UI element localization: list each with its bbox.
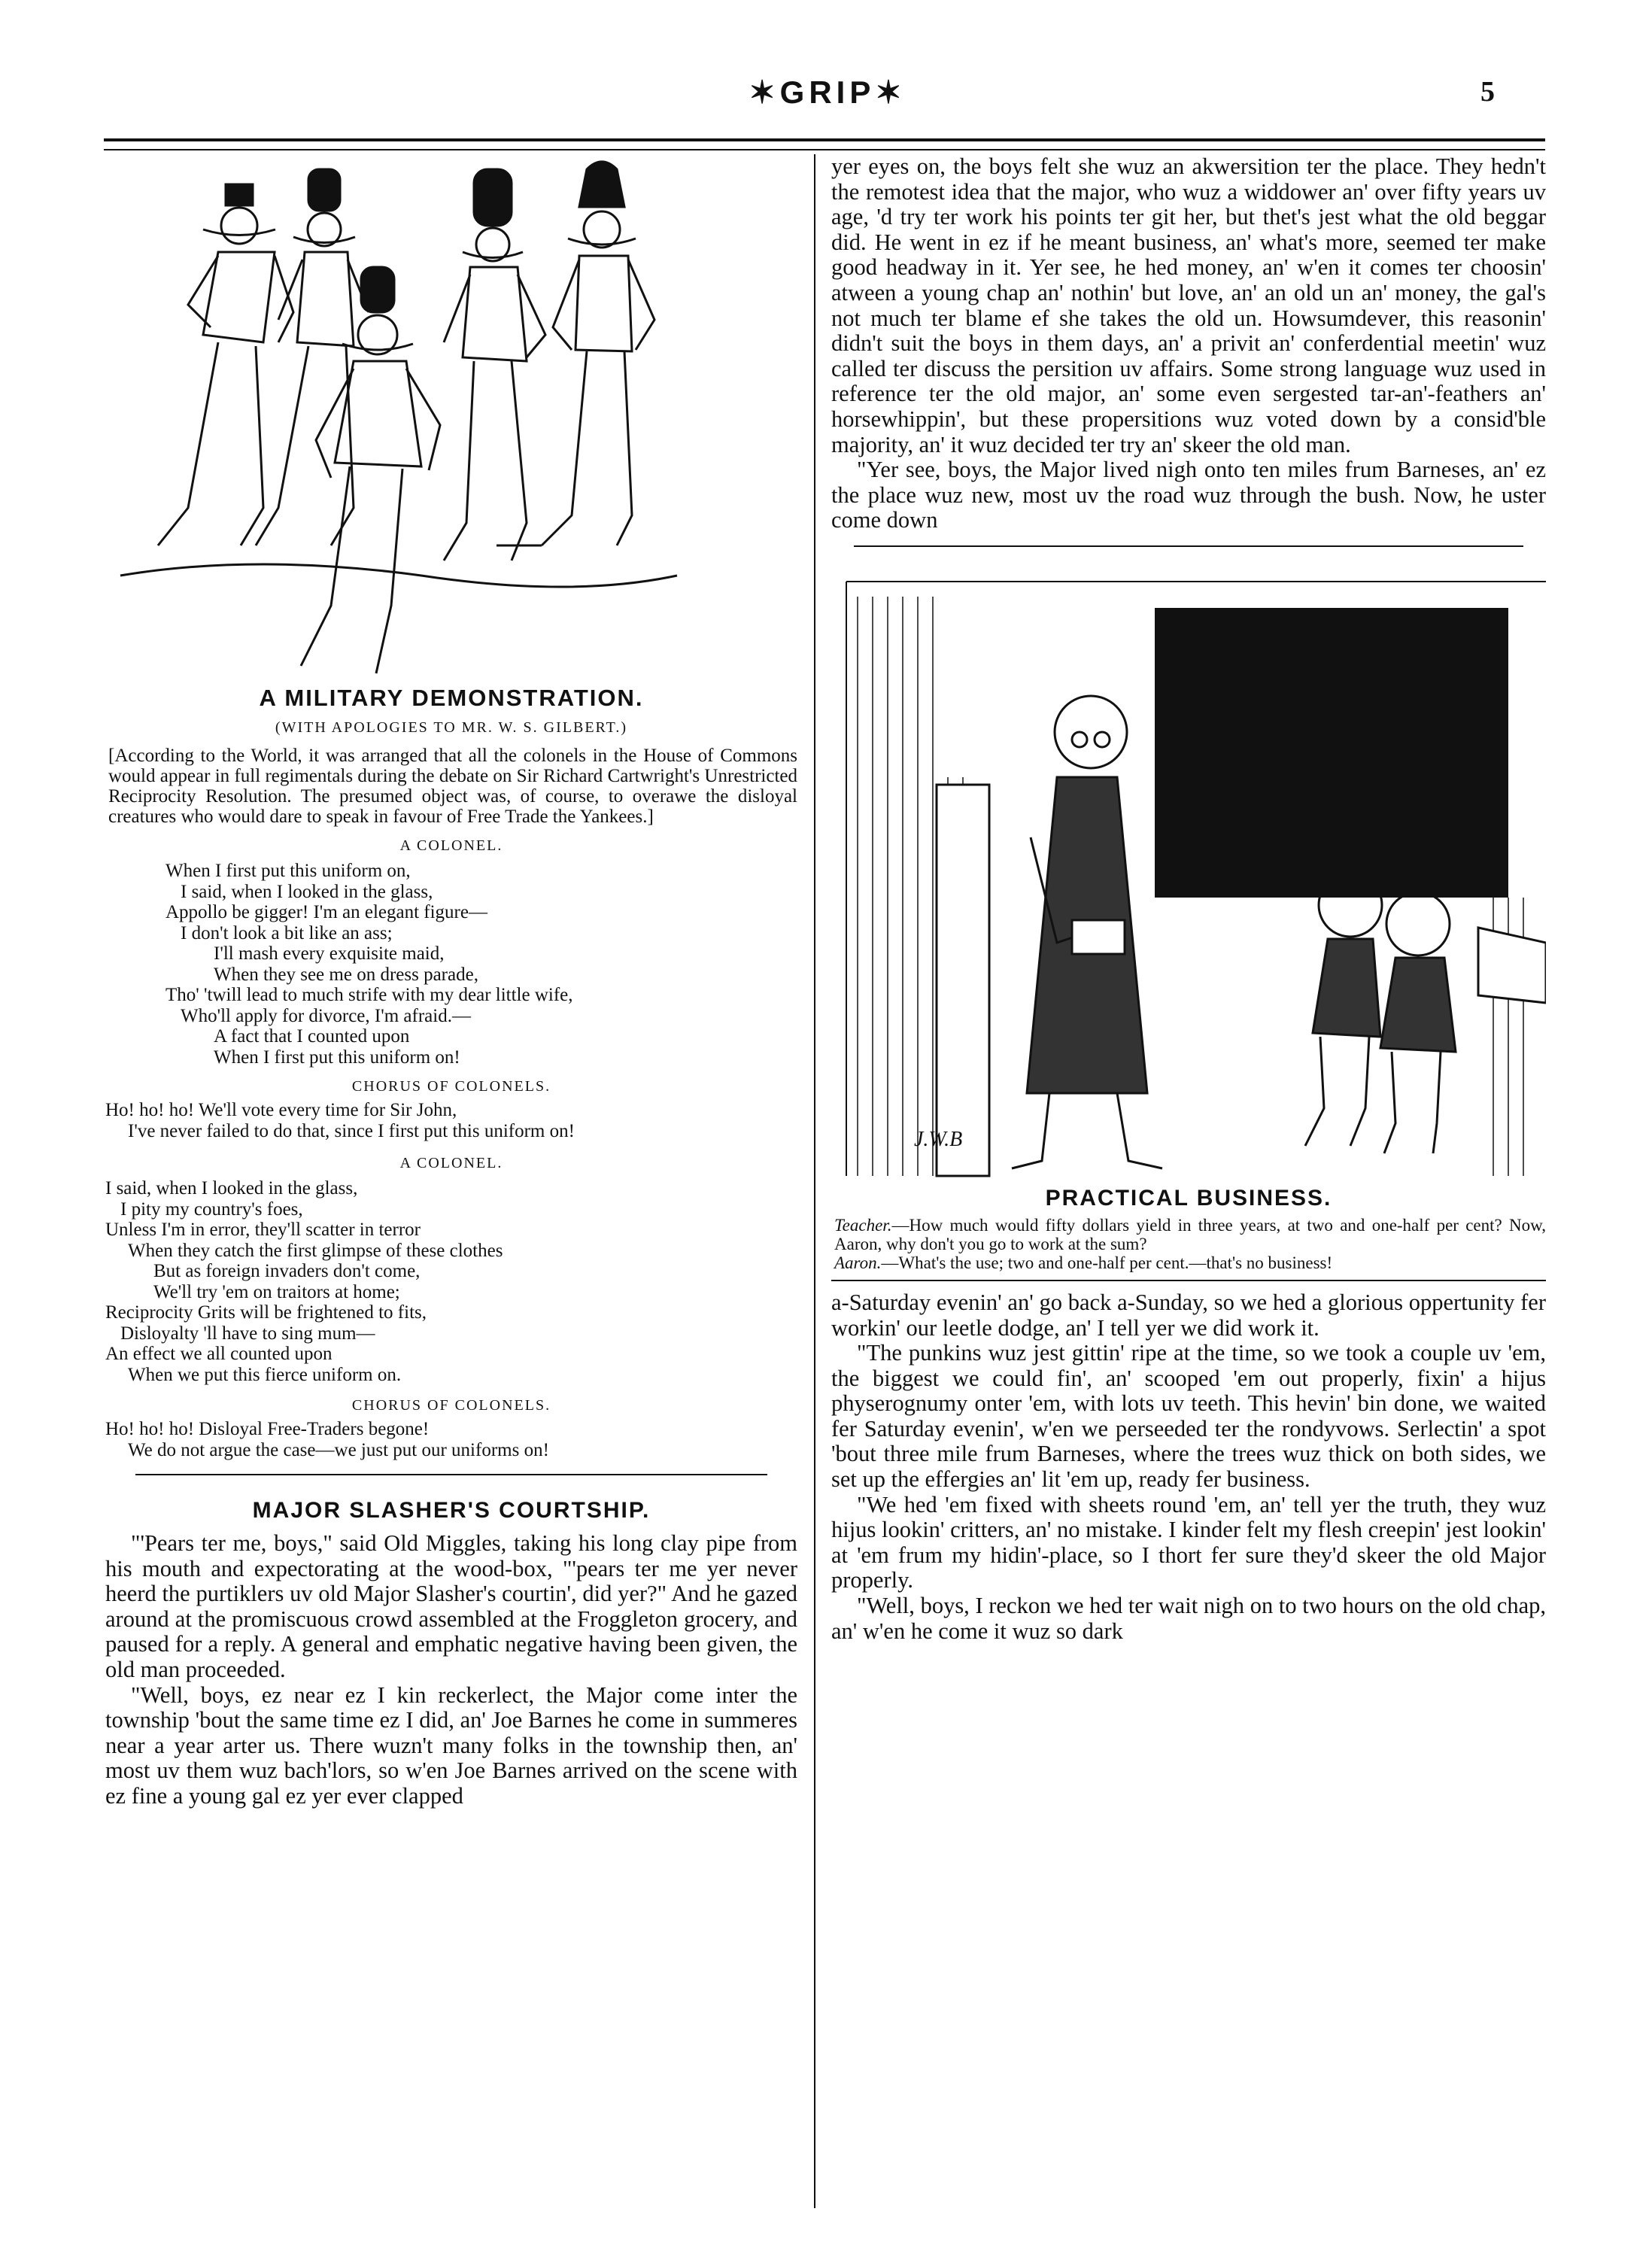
verse-line: We'll try 'em on traitors at home;: [153, 1281, 400, 1302]
masthead: ✶GRIP✶: [749, 74, 906, 110]
verse-line: A fact that I counted upon: [214, 1026, 410, 1047]
caption-text: —What's the use; two and one-half per cent.—that's no business!: [881, 1253, 1333, 1272]
story-paragraph: yer eyes on, the boys felt she wuz an akwersition ter the place. They hedn't the remotest idea that the major, who wuz a widdower an' over fifty years uv age, 'd try ter work his points ter git her, but thet's jest what the old beggar did. He went in ez if he meant business, an' what's more, seemed ter make good headway in it. Yer see, he hed money, an' w'en it comes ter choosin' atween a young chap an' nothin' but love, an' an old un an' money, the gal's not much ter blame ef she takes the old un. Howsumdever, this reasonin' didn't suit the boys in them days, an' a privit an' conferdential meetin' wuz called ter discuss the persition uv affairs. Some strong language wuz used in reference ter the old major, an' some even sergested tar-an'-feathers an' horsewhippin', but these propersitions wuz voted down by a consid'ble majority, an' it wuz decided ter try an' skeer the old man.: [831, 153, 1546, 457]
verse2: [105, 1178, 797, 1385]
right-column: [831, 154, 1546, 1644]
military-cartoon-title: A MILITARY DEMONSTRATION.: [259, 685, 644, 711]
column-divider: [814, 154, 815, 2208]
practical-business-title: PRACTICAL BUSINESS.: [1045, 1185, 1332, 1211]
verse-line: We do not argue the case—we just put our uniforms on!: [128, 1439, 549, 1460]
left-column: [105, 154, 797, 1809]
verse-line: I don't look a bit like an ass;: [181, 922, 393, 943]
military-cartoon: [105, 154, 797, 685]
blackboard: [1155, 608, 1508, 898]
story-paragraph: "We hed 'em fixed with sheets round 'em, an' tell yer the truth, they wuz hijus lookin' critters, an' no mistake. I kinder felt my flesh creepin' jest lookin' at 'em frum my hidin'-place, so I thort fer sure they'd skeer the old Major properly.: [831, 1491, 1546, 1593]
verse-line: Ho! ho! ho! We'll vote every time for Sir John,: [105, 1100, 457, 1120]
masthead-title: GRIP: [779, 74, 876, 110]
verse-line: I said, when I looked in the glass,: [105, 1178, 358, 1198]
verse-line: I said, when I looked in the glass,: [181, 881, 433, 902]
verse-line: Reciprocity Grits will be frightened to fits,: [105, 1302, 427, 1323]
section-rule: [135, 1474, 767, 1475]
verse-line: An effect we all counted upon: [105, 1344, 333, 1364]
verse-line: When they catch the first glimpse of these clothes: [128, 1240, 503, 1261]
story-paragraph: "Well, boys, I reckon we hed ter wait nigh on to two hours on the old chap, an' w'en he come it wuz so dark: [831, 1593, 1546, 1644]
chorus2-heading: CHORUS OF COLONELS.: [351, 1397, 551, 1414]
story-paragraph: a-Saturday evenin' an' go back a-Sunday, so we hed a glorious oppertunity fer workin' our leetle dodge, an' I tell yer we did work it.: [831, 1289, 1546, 1341]
classroom-illustration: [831, 551, 1546, 1180]
verse-line: Tho' 'twill lead to much strife with my dear little wife,: [166, 985, 573, 1005]
caption-teacher: [831, 1216, 1546, 1253]
verse-line: I'll mash every exquisite maid,: [214, 943, 445, 964]
story-paragraph: "The punkins wuz jest gittin' ripe at the time, so we took a couple uv 'em, the biggest we could fin', an' scooped 'em out properly, fixin' a hijus physerognumy onter 'em, with lots uv teeth. This hevin' bin done, we waited fer Saturday evenin', w'en we perseeded ter the rondyvows. Serlectin' a spot 'bout three mile frum Barneses, where the trees wuz thick on both sides, we set up the effergies an' lit 'em up, ready fer business.: [831, 1340, 1546, 1493]
verse-line: But as foreign invaders don't come,: [153, 1261, 421, 1281]
verse-line: Disloyalty 'll have to sing mum—: [120, 1323, 375, 1344]
caption-aaron: [831, 1253, 1546, 1272]
caption-text: —How much would fifty dollars yield in three years, at two and one-half per cent? Now, Aaron, why don't you go to work at the sum?: [834, 1215, 1546, 1253]
verse1: [166, 861, 797, 1068]
header-rule: [104, 138, 1545, 141]
verse-line: When they see me on dress parade,: [214, 964, 478, 985]
colonels-illustration: [105, 154, 797, 685]
page-number: 5: [1480, 76, 1495, 108]
military-note: [According to the World, it was arranged that all the colonels in the House of Commons would appear in full regimentals during the debate on Sir Richard Cartwright's Unrestricted Reciprocity Resolution. The presumed object was, of course, to overawe the disloyal creatures who would dare to speak in favour of Free Trade the Yankees.]: [108, 746, 797, 827]
section-rule: [831, 1280, 1546, 1281]
story-paragraph: "Yer see, boys, the Major lived nigh onto ten miles frum Barneses, an' ez the place wuz new, most uv the road wuz through the bush. Now, he uster come down: [831, 457, 1546, 533]
chorus2: [105, 1419, 797, 1460]
verse-line: When I first put this uniform on!: [214, 1047, 460, 1068]
section-rule: [854, 545, 1523, 547]
story-paragraph: "'Pears ter me, boys," said Old Miggles, taking his long clay pipe from his mouth and expectorating at the wood-box, "'pears ter me yer never heerd the purtiklers uv old Major Slasher's courtin', did yer?" And he gazed around at the promiscuous crowd assembled at the Froggleton grocery, and paused for a reply. A general and emphatic negative having been given, the old man proceeded.: [105, 1530, 797, 1682]
verse-line: Ho! ho! ho! Disloyal Free-Traders begone!: [105, 1419, 430, 1439]
header-rule-thin: [104, 149, 1545, 150]
chorus1: [105, 1100, 797, 1141]
caption-speaker: Teacher.: [834, 1215, 892, 1235]
chorus1-heading: CHORUS OF COLONELS.: [351, 1078, 551, 1095]
verse-line: Appollo be gigger! I'm an elegant figure—: [166, 902, 487, 922]
verse-line: When I first put this uniform on,: [166, 861, 411, 881]
military-cartoon-subtitle: (WITH APOLOGIES TO MR. W. S. GILBERT.): [275, 719, 628, 736]
verse-line: I pity my country's foes,: [120, 1198, 303, 1220]
caption-speaker: Aaron.: [834, 1253, 882, 1272]
story-title: MAJOR SLASHER'S COURTSHIP.: [252, 1498, 651, 1523]
cartoon-signature: J.W.B: [914, 1127, 963, 1151]
verse-line: Unless I'm in error, they'll scatter in terror: [105, 1220, 421, 1240]
verse2-heading: A COLONEL.: [399, 1155, 503, 1171]
verse1-heading: A COLONEL.: [399, 837, 503, 854]
verse-line: When we put this fierce uniform on.: [128, 1364, 402, 1385]
verse-line: I've never failed to do that, since I first put this uniform on!: [128, 1120, 575, 1141]
story-paragraph: "Well, boys, ez near ez I kin reckerlect, the Major come inter the township 'bout the same time ez I did, an' Joe Barnes he come in summeres near a year arter us. There wuzn't many folks in the township then, an' most uv them wuz bach'lors, so w'en Joe Barnes arrived on the scene with ez fine a young gal ez yer ever clapped: [105, 1682, 797, 1809]
practical-business-cartoon: [831, 551, 1546, 1180]
verse-line: Who'll apply for divorce, I'm afraid.—: [181, 1005, 471, 1026]
